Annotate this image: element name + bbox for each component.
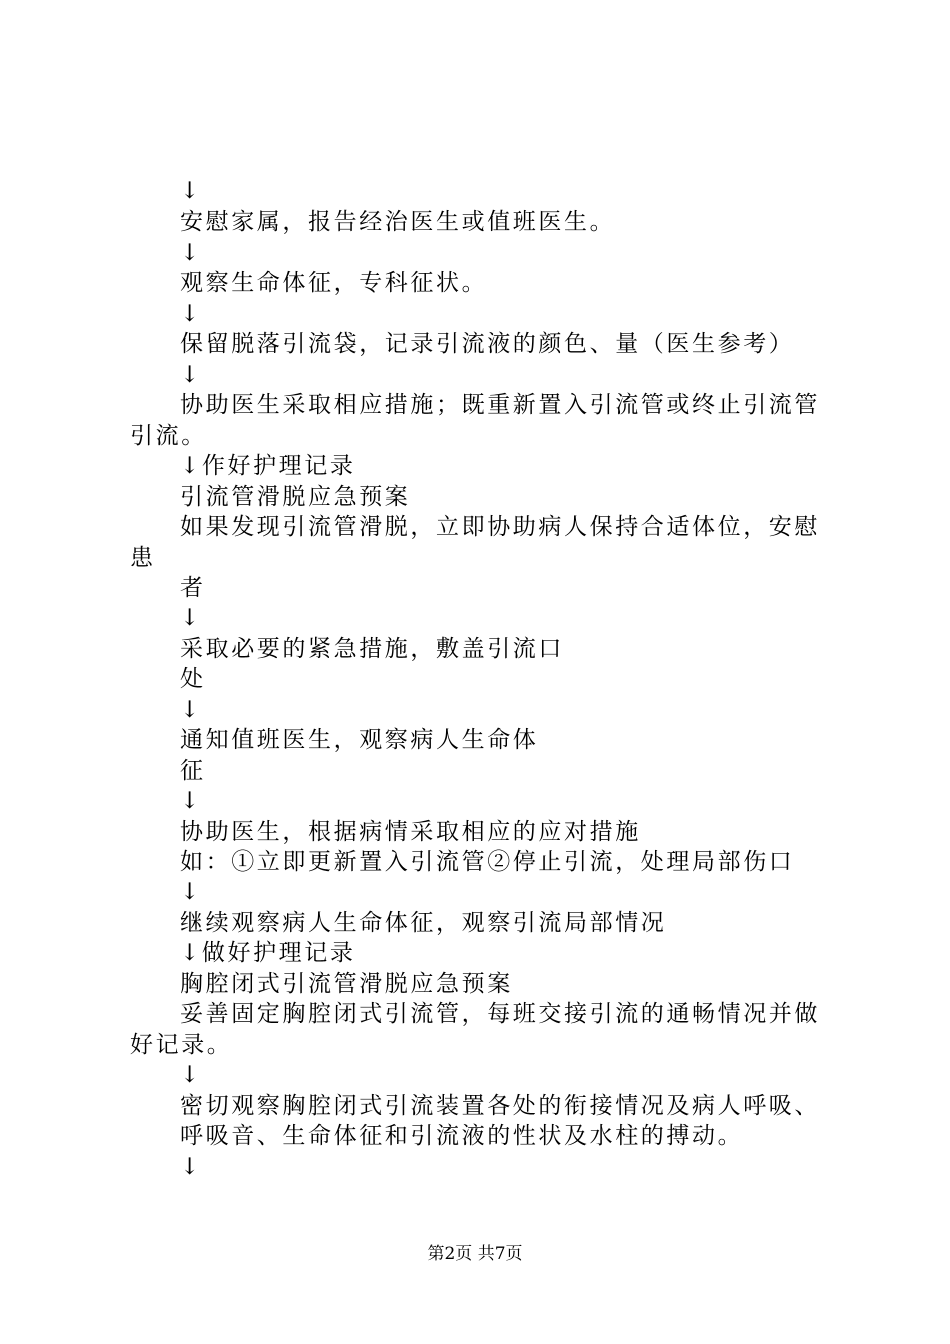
paragraph-chest-fix-cont: 好记录。 <box>130 1032 233 1058</box>
paragraph-tube-slip: 如果发现引流管滑脱，立即协助病人保持合适体位，安慰 <box>180 514 820 540</box>
flow-arrow: ↓ <box>180 301 202 327</box>
paragraph-chest-fix: 妥善固定胸腔闭式引流管，每班交接引流的通畅情况并做 <box>180 1001 820 1027</box>
step-nursing-record-2: ↓做好护理记录 <box>180 940 356 966</box>
paragraph-tube-slip-cont2: 者 <box>180 575 206 601</box>
section-title-drainage-tube: 引流管滑脱应急预案 <box>180 484 411 510</box>
step-observe-vitals: 观察生命体征，专科征状。 <box>180 270 488 296</box>
step-notify-doctor: 通知值班医生，观察病人生命体 <box>180 727 539 753</box>
flow-arrow: ↓ <box>180 362 202 388</box>
flow-arrow: ↓ <box>180 697 202 723</box>
step-comfort-family: 安慰家属，报告经治医生或值班医生。 <box>180 209 616 235</box>
flow-arrow: ↓ <box>180 605 202 631</box>
flow-arrow: ↓ <box>180 788 202 814</box>
page-number-footer: 第2页 共7页 <box>427 1244 523 1264</box>
step-assist-measures: 协助医生，根据病情采取相应的应对措施 <box>180 819 641 845</box>
flow-arrow: ↓ <box>180 1062 202 1088</box>
flow-arrow: ↓ <box>180 240 202 266</box>
step-assist-doctor-cont: 引流。 <box>130 423 207 449</box>
paragraph-tube-slip-cont: 患 <box>130 545 156 571</box>
step-close-observe-cont: 呼吸音、生命体征和引流液的性状及水柱的搏动。 <box>180 1123 744 1149</box>
step-assist-measures-detail: 如：①立即更新置入引流管②停止引流，处理局部伤口 <box>180 849 795 875</box>
step-notify-doctor-cont: 征 <box>180 758 206 784</box>
flow-arrow: ↓ <box>180 1154 202 1180</box>
flow-arrow: ↓ <box>180 879 202 905</box>
section-title-chest-drainage: 胸腔闭式引流管滑脱应急预案 <box>180 971 513 997</box>
step-assist-doctor: 协助医生采取相应措施；既重新置入引流管或终止引流管 <box>180 392 820 418</box>
step-close-observe: 密切观察胸腔闭式引流装置各处的衔接情况及病人呼吸、 <box>180 1093 820 1119</box>
step-emergency-measures-cont: 处 <box>180 666 206 692</box>
flow-arrow: ↓ <box>180 178 202 204</box>
step-continue-observe: 继续观察病人生命体征，观察引流局部情况 <box>180 910 667 936</box>
step-emergency-measures: 采取必要的紧急措施，敷盖引流口 <box>180 636 564 662</box>
step-keep-drainage-bag: 保留脱落引流袋，记录引流液的颜色、量（医生参考） <box>180 331 795 357</box>
step-nursing-record: ↓作好护理记录 <box>180 453 356 479</box>
